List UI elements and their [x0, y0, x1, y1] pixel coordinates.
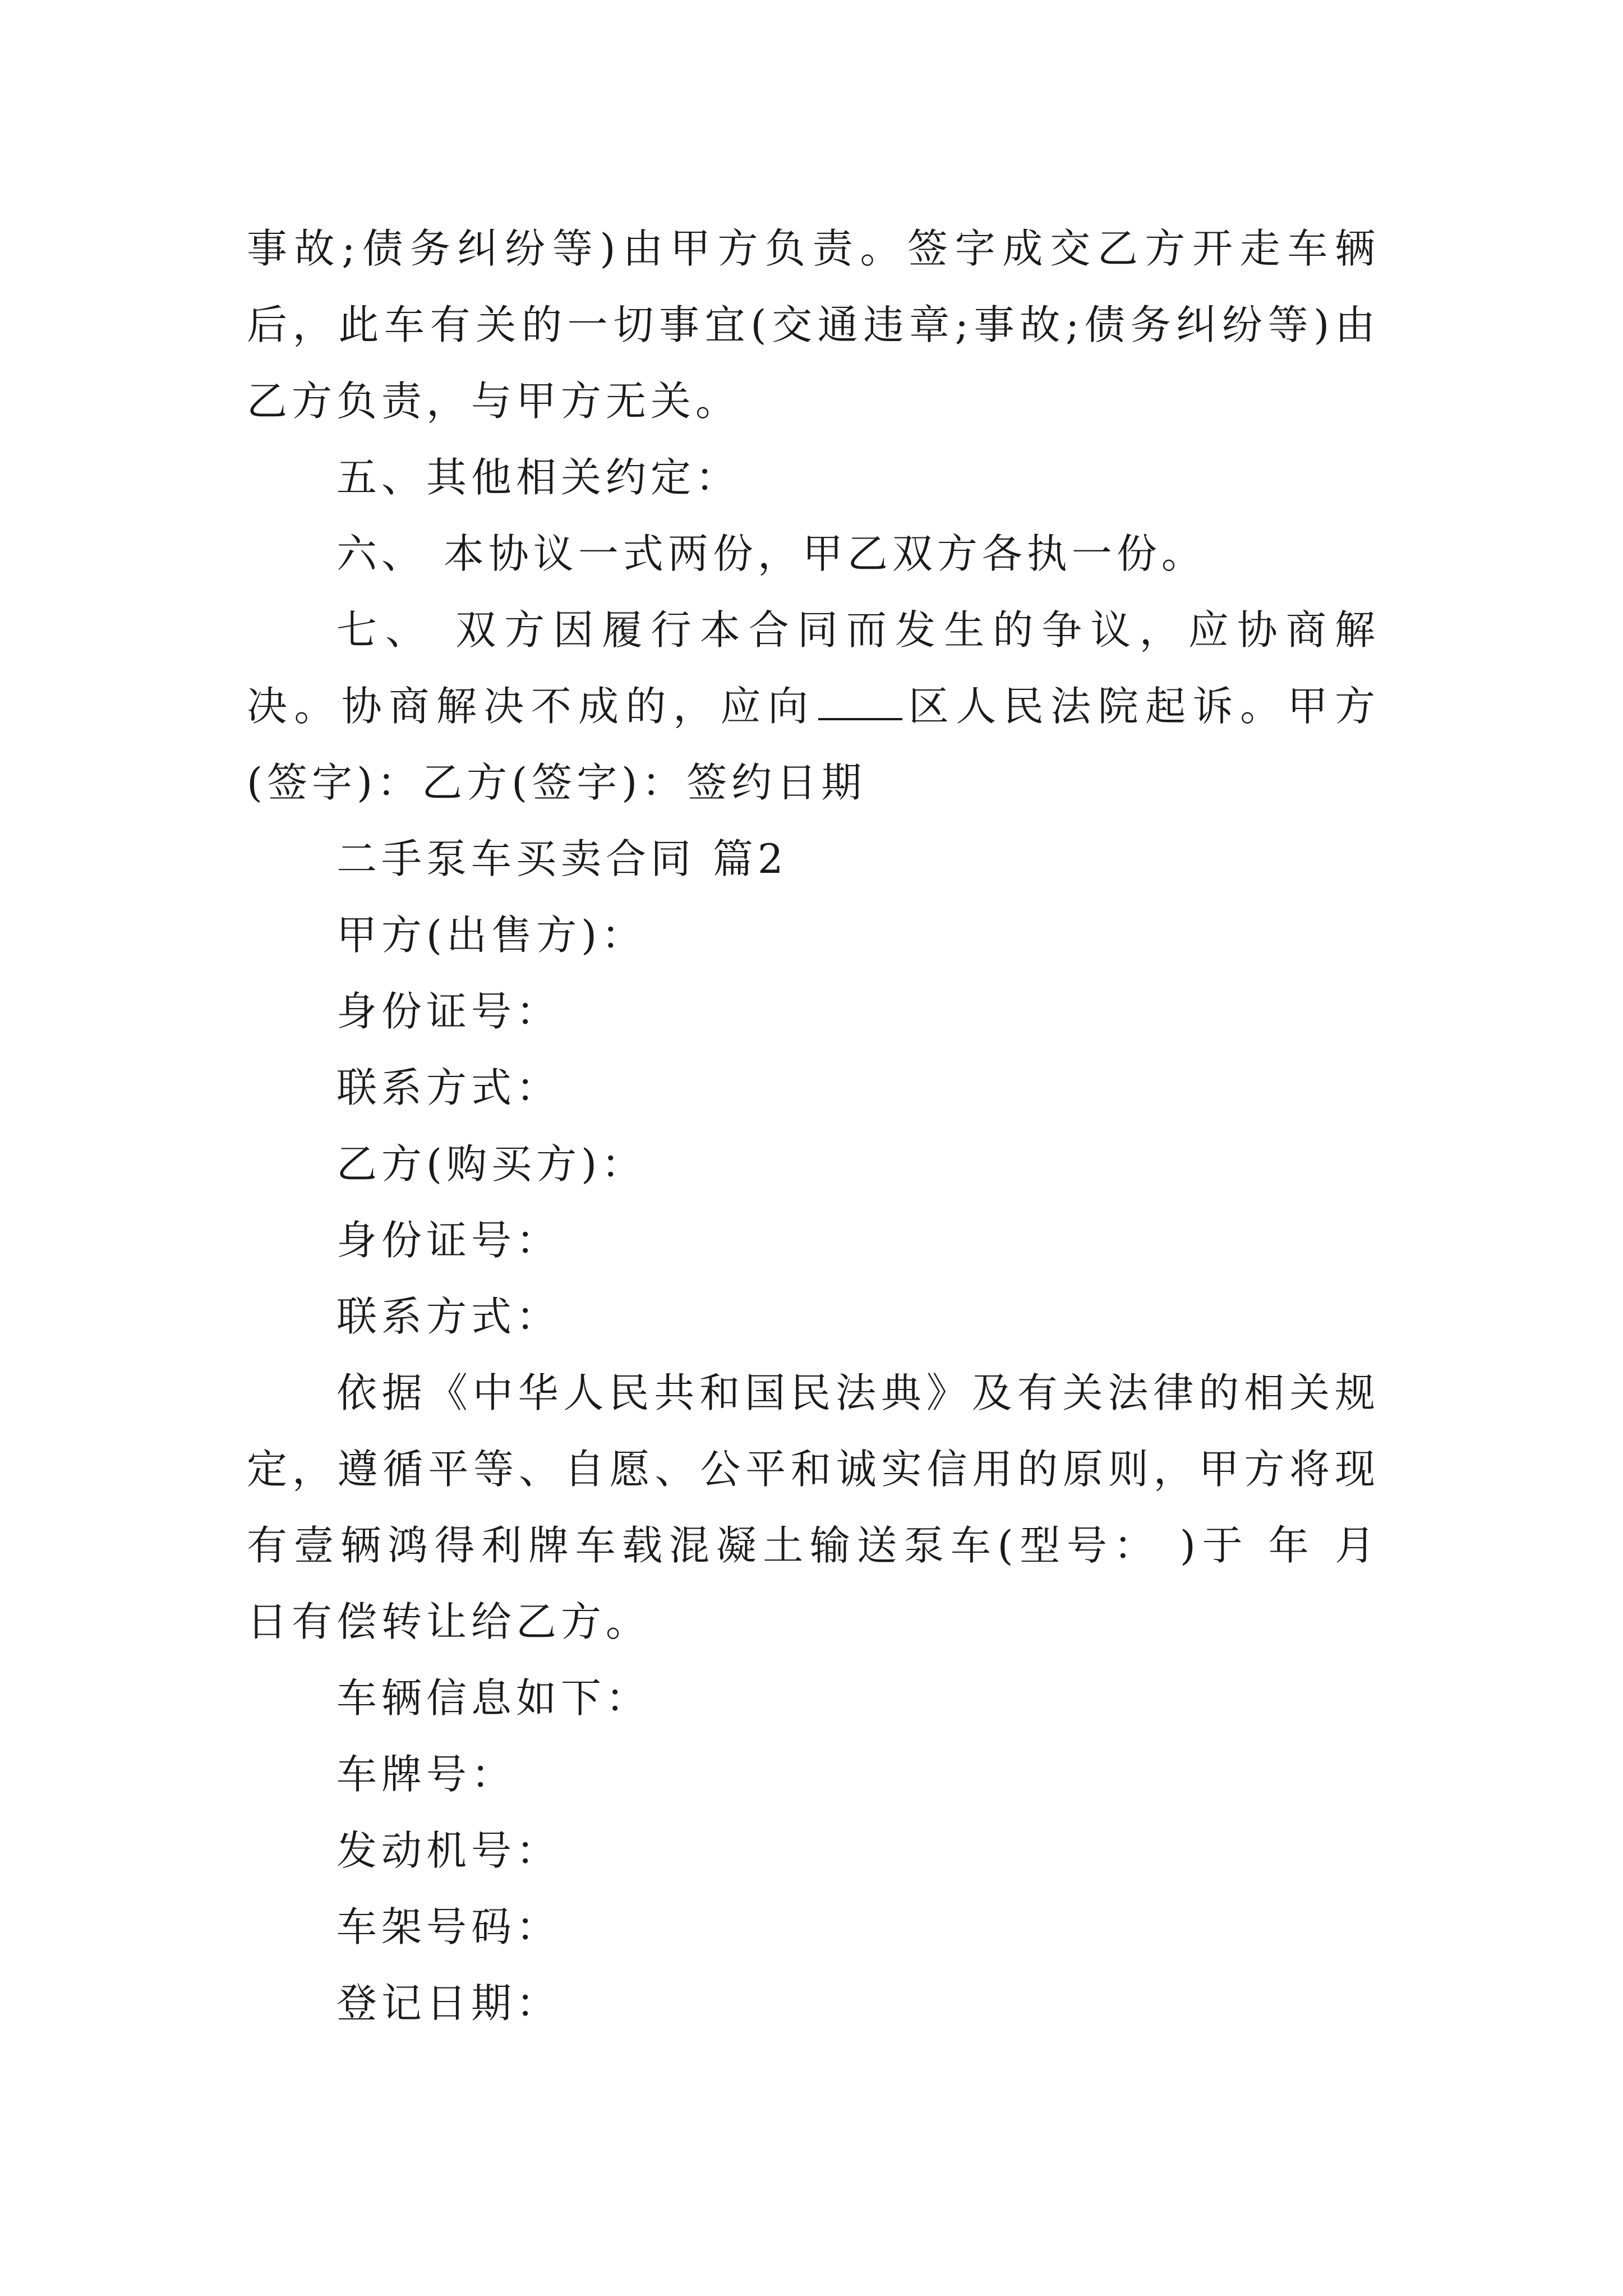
clause-7-text-before: 七、 双方因履行本合同而发生的争议，应协商解决。协商解决不成的，应向 — [247, 606, 1380, 730]
paragraph-clause-5: 五、其他相关约定： — [336, 454, 741, 501]
party-a-label: 甲方(出售方)： — [336, 912, 647, 959]
paragraph-liability: 事故;债务纠纷等)由甲方负责。签字成交乙方开走车辆后，此车有关的一切事宜(交通违章;事故;债务纠纷等)由乙方负责，与甲方无关。 — [247, 225, 1380, 425]
party-b-contact-label: 联系方式： — [336, 1293, 561, 1340]
clause-7-text-after: 区人民法院起诉。甲方(签字)：乙方(签字)：签约日期 — [247, 683, 1380, 806]
section-title-part-2: 二手泵车买卖合同 篇2 — [336, 835, 788, 882]
registration-date-label: 登记日期： — [336, 1980, 561, 2027]
paragraph-legal-basis: 依据《中华人民共和国民法典》及有关法律的相关规定，遵循平等、自愿、公平和诚实信用的原则，甲方将现有壹辆鸿得利牌车载混凝土输送泵车(型号： )于 年 月 日有偿转让给乙方。 — [247, 1369, 1380, 1645]
party-a-id-label: 身份证号： — [336, 988, 561, 1035]
plate-number-label: 车牌号： — [336, 1751, 517, 1798]
party-b-id-label: 身份证号： — [336, 1217, 561, 1264]
engine-number-label: 发动机号： — [336, 1827, 561, 1874]
vehicle-info-heading: 车辆信息如下： — [336, 1674, 651, 1722]
party-b-label: 乙方(购买方)： — [336, 1140, 647, 1188]
paragraph-clause-6: 六、 本协议一式两份，甲乙双方各执一份。 — [336, 530, 1206, 577]
document-body — [247, 210, 1380, 2041]
paragraph-clause-7 — [247, 592, 1380, 821]
party-a-contact-label: 联系方式： — [336, 1064, 561, 1111]
frame-number-label: 车架号码： — [336, 1903, 561, 1950]
court-name-blank — [818, 684, 902, 720]
